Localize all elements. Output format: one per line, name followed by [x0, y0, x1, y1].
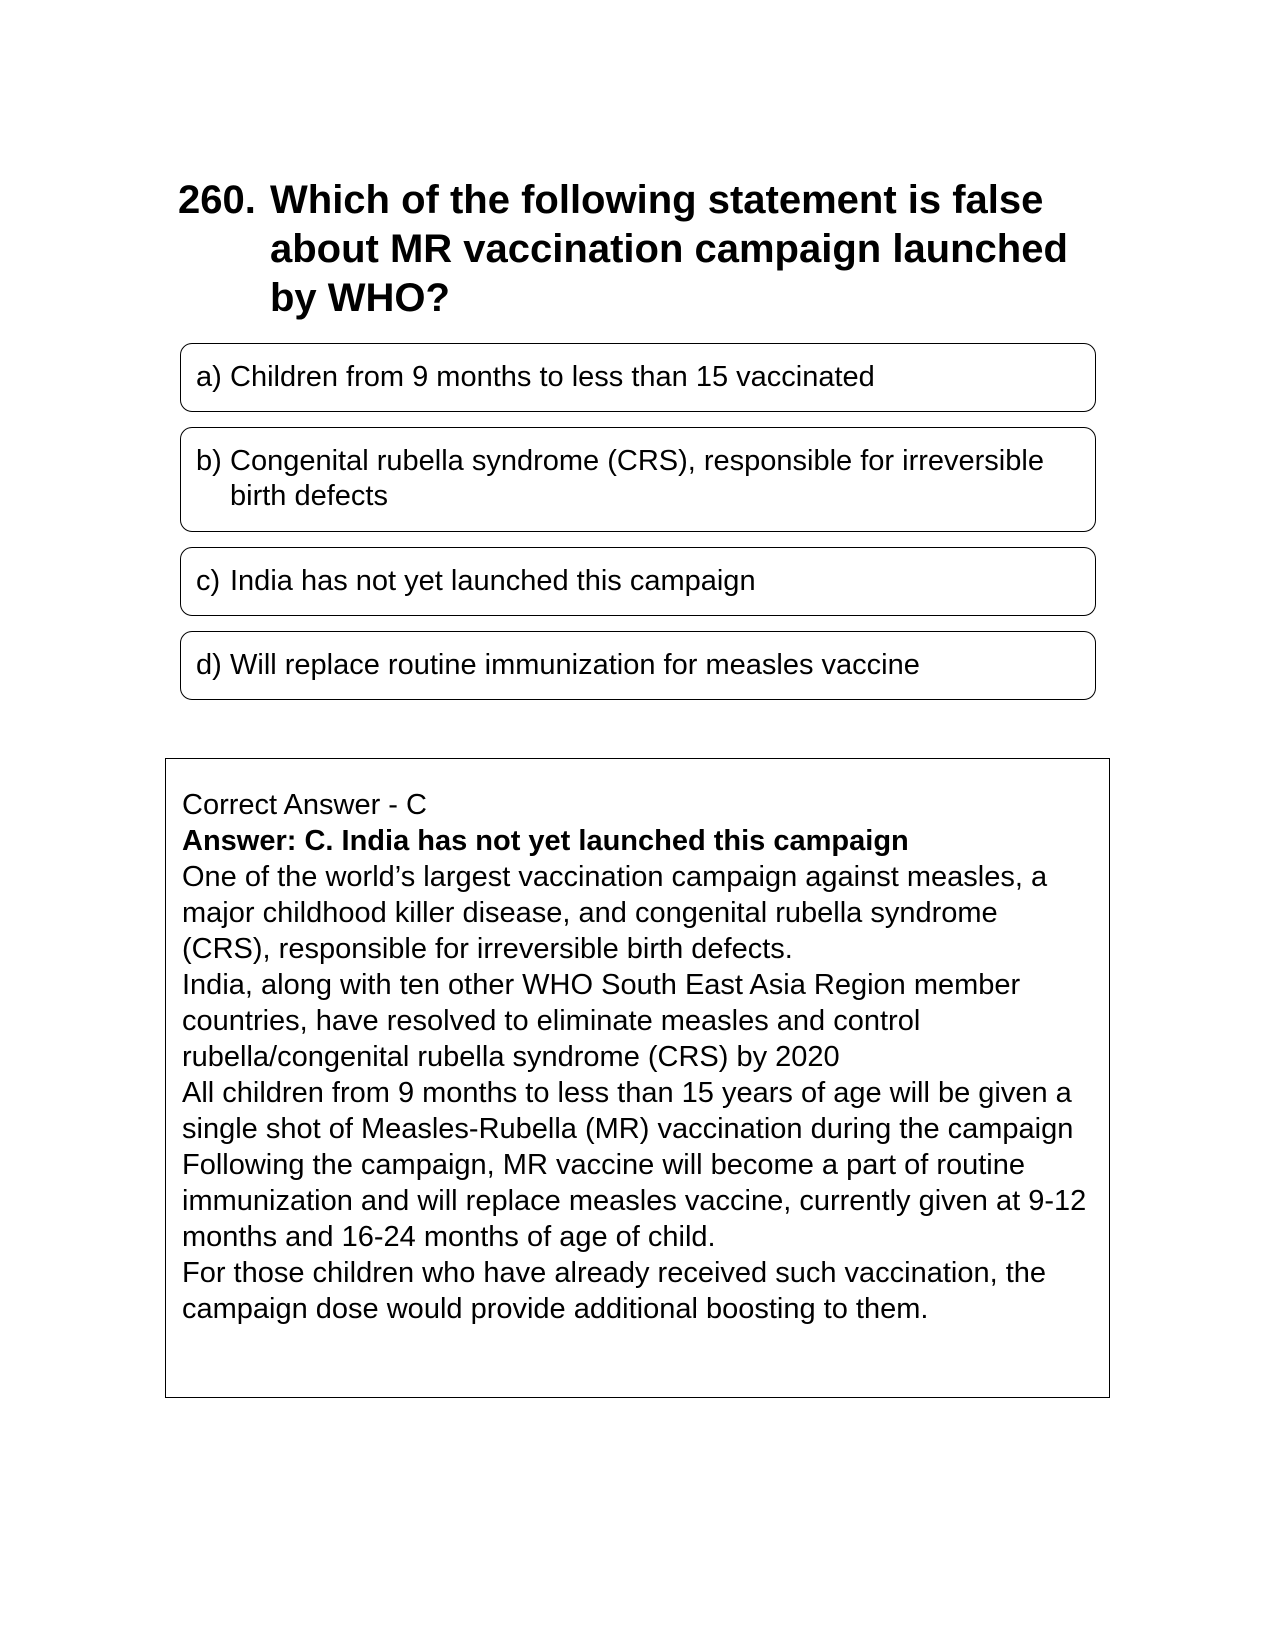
explanation-paragraph: Following the campaign, MR vaccine will become a part of routine immunization and will replace measles vaccine, currently given at 9-12 months and 16-24 months of age of child.: [182, 1149, 1087, 1253]
option-letter: a): [196, 361, 222, 393]
question-number: 260.: [178, 178, 256, 222]
option-text: Congenital rubella syndrome (CRS), responsible for irreversible birth defects: [230, 445, 1044, 512]
explanation-paragraph: All children from 9 months to less than 15 years of age will be given a single shot of Measles-Rubella (MR) vaccination during the campaign: [182, 1077, 1074, 1145]
option-text: Children from 9 months to less than 15 vaccinated: [230, 361, 875, 393]
explanation-paragraph: One of the world’s largest vaccination campaign against measles, a major childhood killer disease, and congenital rubella syndrome (CRS), responsible for irreversible birth defects.: [182, 861, 1048, 965]
option-c[interactable]: [180, 547, 1096, 616]
question-text: Which of the following statement is false about MR vaccination campaign launched by WHO?: [270, 178, 1068, 320]
option-b[interactable]: [180, 427, 1096, 532]
explanation-paragraph: For those children who have already received such vaccination, the campaign dose would provide additional boosting to them.: [182, 1257, 1047, 1325]
option-letter: c): [196, 565, 221, 597]
answer-line: Answer: C. India has not yet launched this campaign: [182, 825, 909, 857]
option-text: India has not yet launched this campaign: [230, 565, 756, 597]
correct-answer-line: Correct Answer - C: [182, 789, 427, 821]
option-d[interactable]: [180, 631, 1096, 700]
explanation-paragraph: India, along with ten other WHO South East Asia Region member countries, have resolved to eliminate measles and control rubella/congenital rubella syndrome (CRS) by 2020: [182, 969, 1021, 1073]
option-text: Will replace routine immunization for measles vaccine: [230, 649, 920, 681]
option-letter: b): [196, 445, 222, 477]
option-a[interactable]: [180, 343, 1096, 412]
answer-explanation-box: [165, 758, 1110, 1398]
option-letter: d): [196, 649, 222, 681]
question-heading: [178, 176, 1098, 323]
